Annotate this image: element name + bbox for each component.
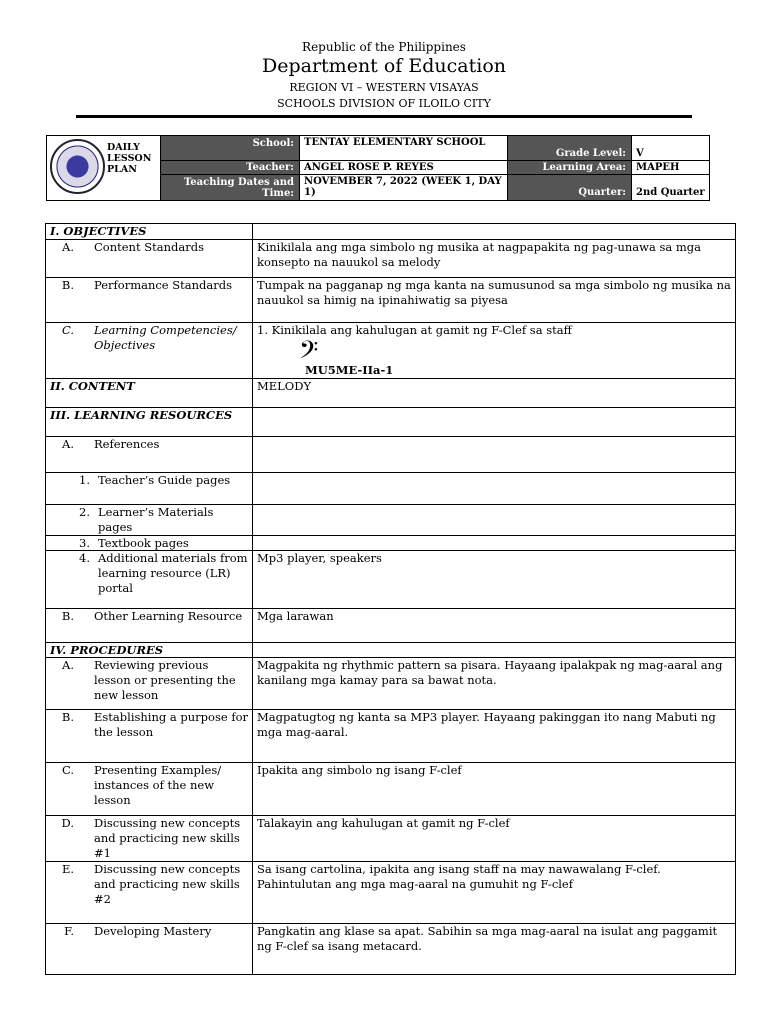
procedures-section-row [46,643,735,658]
learners-materials-row: 2. Learner’s Materials pages [46,505,735,536]
competencies-row: C. Learning Competencies/ Objectives 1. Kinikilala ang kahulugan at gamit ng F-Clef sa staff 𝄢 MU5ME-IIa-1 [46,323,735,379]
resources-title: III. LEARNING RESOURCES [46,408,253,436]
resources-section-row [46,408,735,437]
competencies-value: 1. Kinikilala ang kahulugan at gamit ng F-Clef sa staff [257,323,572,337]
performance-standards-label: Performance Standards [94,278,233,292]
school-value: TENTAY ELEMENTARY SCHOOL [304,137,486,148]
additional-materials-row: 4. Additional materials from learning resource (LR) portal Mp3 player, speakers [46,551,735,609]
division-line: SCHOOLS DIVISION OF ILOILO CITY [277,97,491,110]
quarter-value: 2nd Quarter [636,187,705,198]
procedure-label: Discussing new concepts and practicing new skills #2 [94,862,241,906]
deped-seal-icon [50,139,105,194]
procedure-label: Presenting Examples/ instances of the new lesson [94,763,222,807]
references-label: References [94,437,160,451]
area-value: MAPEH [636,162,680,173]
region-line: REGION VI – WESTERN VISAYAS [289,81,479,94]
procedure-row: F. Developing Mastery Pangkatin ang klase sa apat. Sabihin sa mga mag-aaral na isulat ang paggamit ng F-clef sa isang metacard. [46,924,735,974]
quarter-label: Quarter: [508,175,631,200]
teacher-value: ANGEL ROSE P. REYES [304,162,434,173]
objectives-title: I. OBJECTIVES [46,224,253,239]
procedure-row: A. Reviewing previous lesson or presenting the new lesson Magpakita ng rhythmic pattern sa pisara. Hayaang ipalakpak ng mag-aaral ang kanilang mga kamay para sa bawat nota. [46,658,735,710]
content-title: II. CONTENT [46,379,253,407]
grade-label: Grade Level: [508,136,631,160]
teachers-guide-row: 1. Teacher’s Guide pages [46,473,735,505]
area-label: Learning Area: [508,161,631,174]
competency-code: MU5ME-IIa-1 [305,363,394,377]
additional-materials-value: Mp3 player, speakers [257,551,382,565]
learners-materials-label: Learner’s Materials pages [98,505,214,534]
procedure-value: Talakayin ang kahulugan at gamit ng F-clef [257,816,510,830]
other-resource-row: B. Other Learning Resource Mga larawan [46,609,735,643]
content-row [46,379,735,408]
procedure-label: Establishing a purpose for the lesson [94,710,249,739]
lesson-info-box [46,135,710,201]
performance-standards-value: Tumpak na pagganap ng mga kanta na sumusunod sa mga simbolo ng musika na nauukol sa himig na ipinahiwatig sa piyesa [257,278,731,307]
references-row: A. References [46,437,735,473]
procedure-value: Magpakita ng rhythmic pattern sa pisara. Hayaang ipalakpak ng mag-aaral ang kanilang mga kamay para sa bawat nota. [257,658,723,687]
dates-label: Teaching Dates and Time: [161,175,299,200]
procedure-row: D. Discussing new concepts and practicing new skills #1 Talakayin ang kahulugan at gamit ng F-clef [46,816,735,862]
procedure-label: Reviewing previous lesson or presenting the new lesson [94,658,236,702]
republic-line: Republic of the Philippines [302,40,466,54]
lesson-plan-table [45,223,736,975]
school-label: School: [161,136,299,160]
additional-materials-label: Additional materials from learning resource (LR) portal [98,551,248,595]
content-value: MELODY [257,379,312,393]
procedure-value: Pangkatin ang klase sa apat. Sabihin sa mga mag-aaral na isulat ang paggamit ng F-clef sa isang metacard. [257,924,718,953]
procedure-row: E. Discussing new concepts and practicing new skills #2 Sa isang cartolina, ipakita ang isang staff na may nawawalang F-clef. Pahintulutan ang mga mag-aaral na gumuhit ng F-clef [46,862,735,924]
grade-value: V [636,148,644,159]
dates-value: NOVEMBER 7, 2022 (WEEK 1, DAY 1) [304,176,502,198]
performance-standards-row: B. Performance Standards Tumpak na pagganap ng mga kanta na sumusunod sa mga simbolo ng musika na nauukol sa himig na ipinahiwatig sa piyesa [46,278,735,323]
content-standards-label: Content Standards [94,240,204,254]
header-rule [76,115,692,118]
procedures-title: IV. PROCEDURES [46,643,253,657]
procedure-row: B. Establishing a purpose for the lesson Magpatugtog ng kanta sa MP3 player. Hayaang pakinggan ito nang Mabuti ng mga mag-aaral. [46,710,735,763]
teachers-guide-label: Teacher’s Guide pages [98,473,231,487]
objectives-section-row [46,224,735,240]
procedure-value: Ipakita ang simbolo ng isang F-clef [257,763,462,777]
other-resource-label: Other Learning Resource [94,609,243,623]
textbook-row: 3. Textbook pages [46,536,735,551]
procedure-value: Magpatugtog ng kanta sa MP3 player. Hayaang pakinggan ito nang Mabuti ng mga mag-aaral. [257,710,716,739]
procedure-row: C. Presenting Examples/ instances of the new lesson Ipakita ang simbolo ng isang F-clef [46,763,735,816]
procedure-label: Discussing new concepts and practicing new skills #1 [94,816,241,860]
procedure-value: Sa isang cartolina, ipakita ang isang staff na may nawawalang F-clef. Pahintulutan ang mga mag-aaral na gumuhit ng F-clef [257,862,661,891]
teacher-label: Teacher: [161,161,299,174]
f-clef-icon: 𝄢 [299,336,319,371]
competencies-label: Learning Competencies/ Objectives [94,323,237,352]
procedure-label: Developing Mastery [94,924,212,938]
textbook-label: Textbook pages [98,536,189,550]
doc-type-label: DAILY LESSON PLAN [107,142,152,175]
content-standards-row: A. Content Standards Kinikilala ang mga simbolo ng musika at nagpapakita ng pag-unawa sa mga konsepto na nauukol sa melody [46,240,735,278]
other-resource-value: Mga larawan [257,609,334,623]
content-standards-value: Kinikilala ang mga simbolo ng musika at nagpapakita ng pag-unawa sa mga konsepto na nauukol sa melody [257,240,702,269]
department-title: Department of Education [262,55,506,77]
